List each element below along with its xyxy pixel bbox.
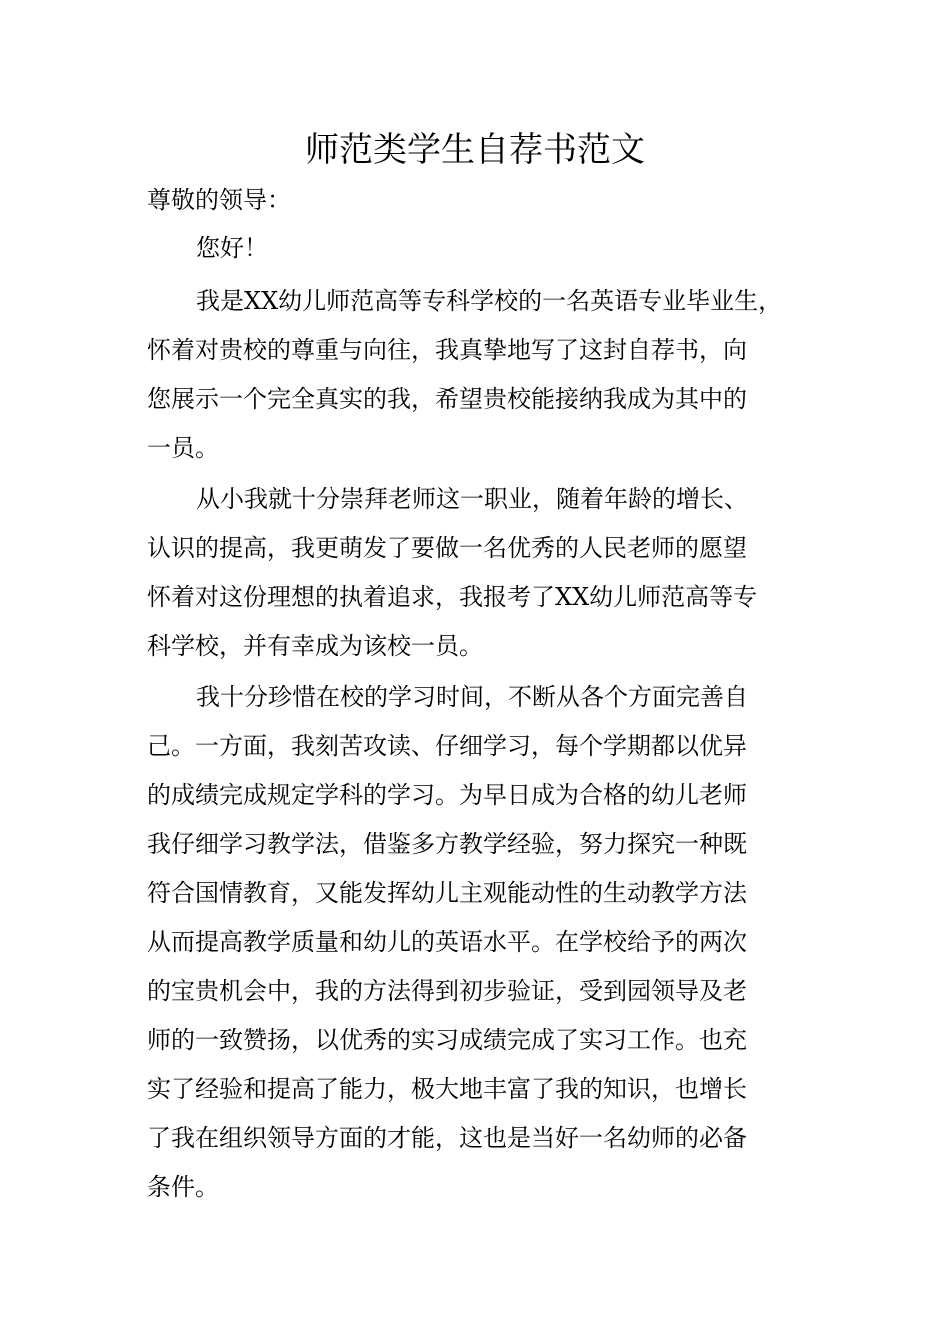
paragraph-line: 实了经验和提高了能力，极大地丰富了我的知识，也增长 (147, 1075, 747, 1103)
paragraph-line: 我十分珍惜在校的学习时间，不断从各个方面完善自 (196, 683, 748, 711)
paragraph-line: 一员。 (147, 434, 219, 462)
salutation: 尊敬的领导： (147, 186, 291, 214)
paragraph-line: 您展示一个完全真实的我，希望贵校能接纳我成为其中的 (147, 385, 747, 413)
paragraph-line: 从小我就十分崇拜老师这一职业，随着年龄的增长、 (196, 485, 748, 513)
paragraph-line: 怀着对这份理想的执着追求，我报考了XX幼儿师范高等专 (147, 583, 758, 611)
paragraph-line: 了我在组织领导方面的才能，这也是当好一名幼师的必备 (147, 1124, 747, 1152)
paragraph-line: 的成绩完成规定学科的学习。为早日成为合格的幼儿老师 (147, 781, 747, 809)
paragraph-line: 条件。 (147, 1173, 219, 1201)
paragraph-line: 师的一致赞扬，以优秀的实习成绩完成了实习工作。也充 (147, 1026, 747, 1054)
paragraph-line: 我是XX幼儿师范高等专科学校的一名英语专业毕业生， (196, 287, 783, 315)
paragraph-line: 我仔细学习教学法，借鉴多方教学经验，努力探究一种既 (147, 830, 747, 858)
paragraph-line: 科学校，并有幸成为该校一员。 (147, 632, 483, 660)
document-title: 师范类学生自荐书范文 (305, 130, 645, 170)
paragraph-line: 怀着对贵校的尊重与向往，我真挚地写了这封自荐书，向 (147, 336, 747, 364)
paragraph-line: 符合国情教育，又能发挥幼儿主观能动性的生动教学方法 (147, 879, 747, 907)
paragraph-line: 己。一方面，我刻苦攻读、仔细学习，每个学期都以优异 (147, 732, 747, 760)
paragraph-line: 从而提高教学质量和幼儿的英语水平。在学校给予的两次 (147, 928, 747, 956)
paragraph-line: 认识的提高，我更萌发了要做一名优秀的人民老师的愿望 (147, 534, 747, 562)
paragraph-line: 的宝贵机会中，我的方法得到初步验证，受到园领导及老 (147, 977, 747, 1005)
greeting-line: 您好！ (196, 234, 268, 262)
